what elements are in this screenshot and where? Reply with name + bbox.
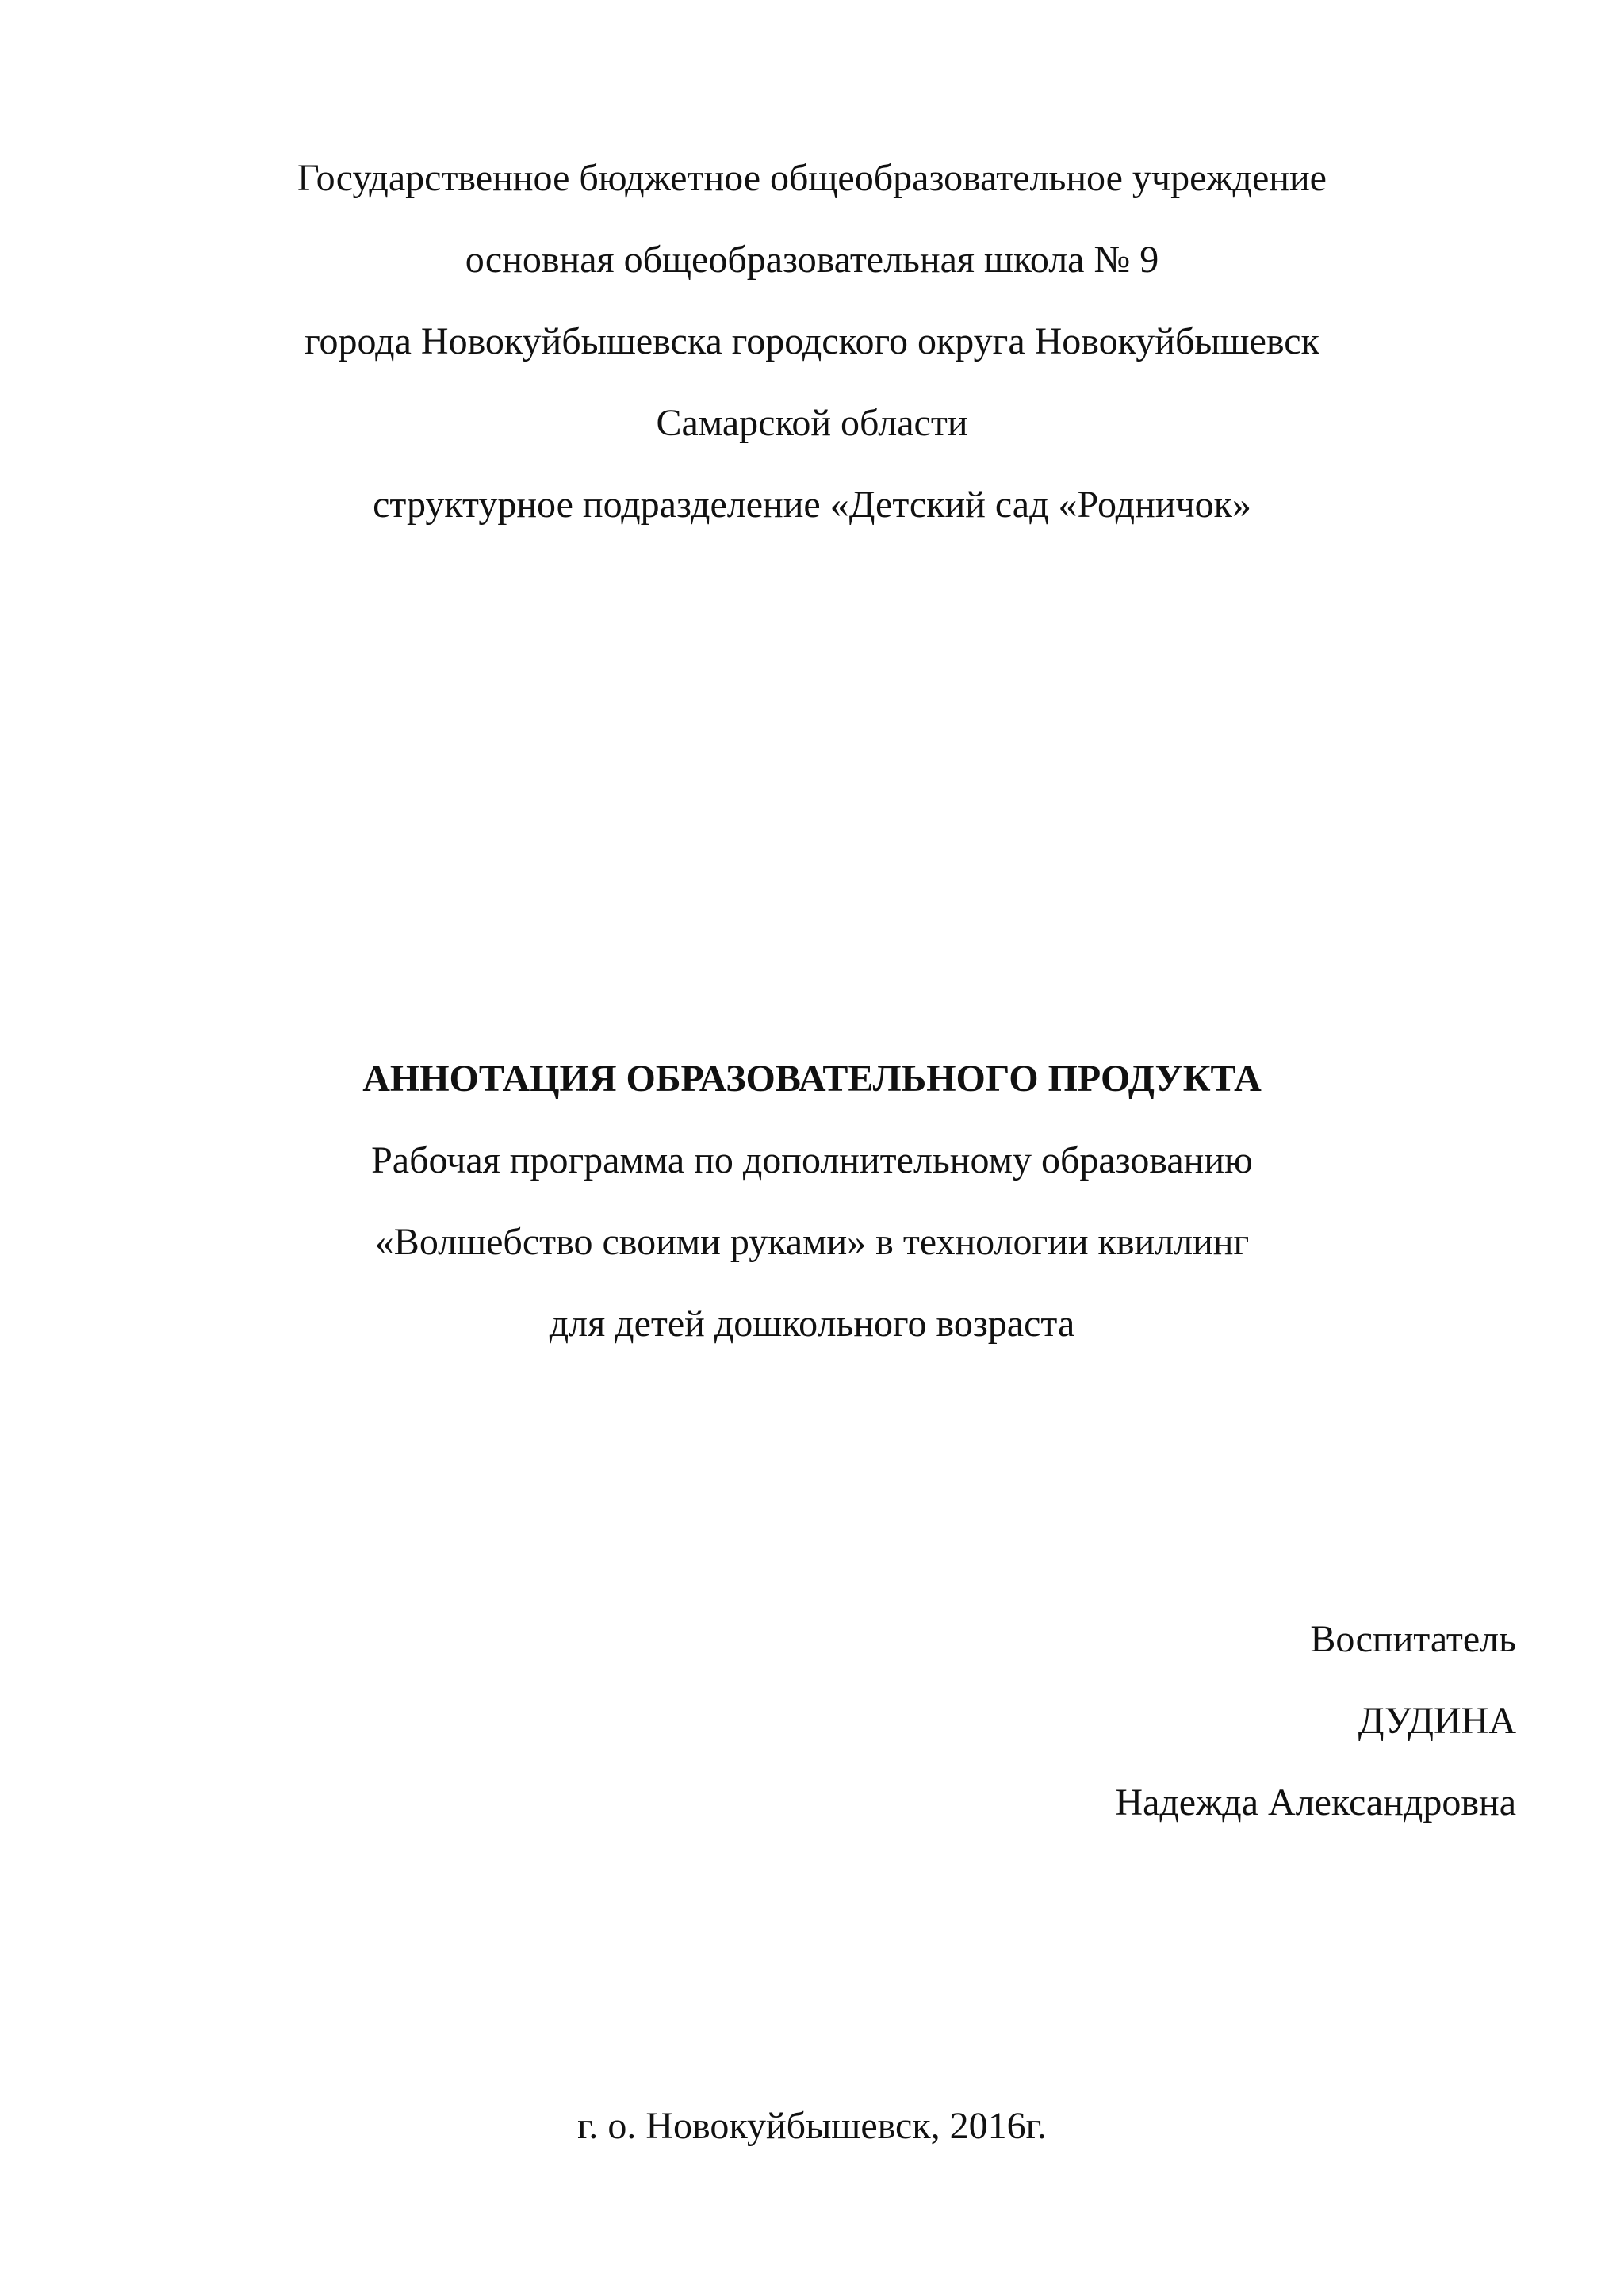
author-surname: ДУДИНА <box>1358 1700 1516 1742</box>
header-line-institution: Государственное бюджетное общеобразовательное учреждение <box>297 157 1327 199</box>
program-line-2: «Волшебство своими руками» в технологии квиллинг <box>374 1221 1250 1263</box>
header-line-subdivision: структурное подразделение «Детский сад «Родничок» <box>373 484 1251 526</box>
header-line-school: основная общеобразовательная школа № 9 <box>465 239 1159 281</box>
document-heading: АННОТАЦИЯ ОБРАЗОВАТЕЛЬНОГО ПРОДУКТА <box>362 1058 1262 1100</box>
author-name: Надежда Александровна <box>1115 1781 1516 1823</box>
program-line-3: для детей дошкольного возраста <box>549 1303 1075 1345</box>
program-line-1: Рабочая программа по дополнительному образованию <box>371 1139 1253 1181</box>
footer-place-year: г. о. Новокуйбышевск, 2016г. <box>577 2105 1047 2147</box>
header-line-city: города Новокуйбышевска городского округа Новокуйбышевск <box>304 320 1320 362</box>
author-role: Воспитатель <box>1310 1618 1516 1660</box>
header-line-region: Самарской области <box>656 402 968 444</box>
